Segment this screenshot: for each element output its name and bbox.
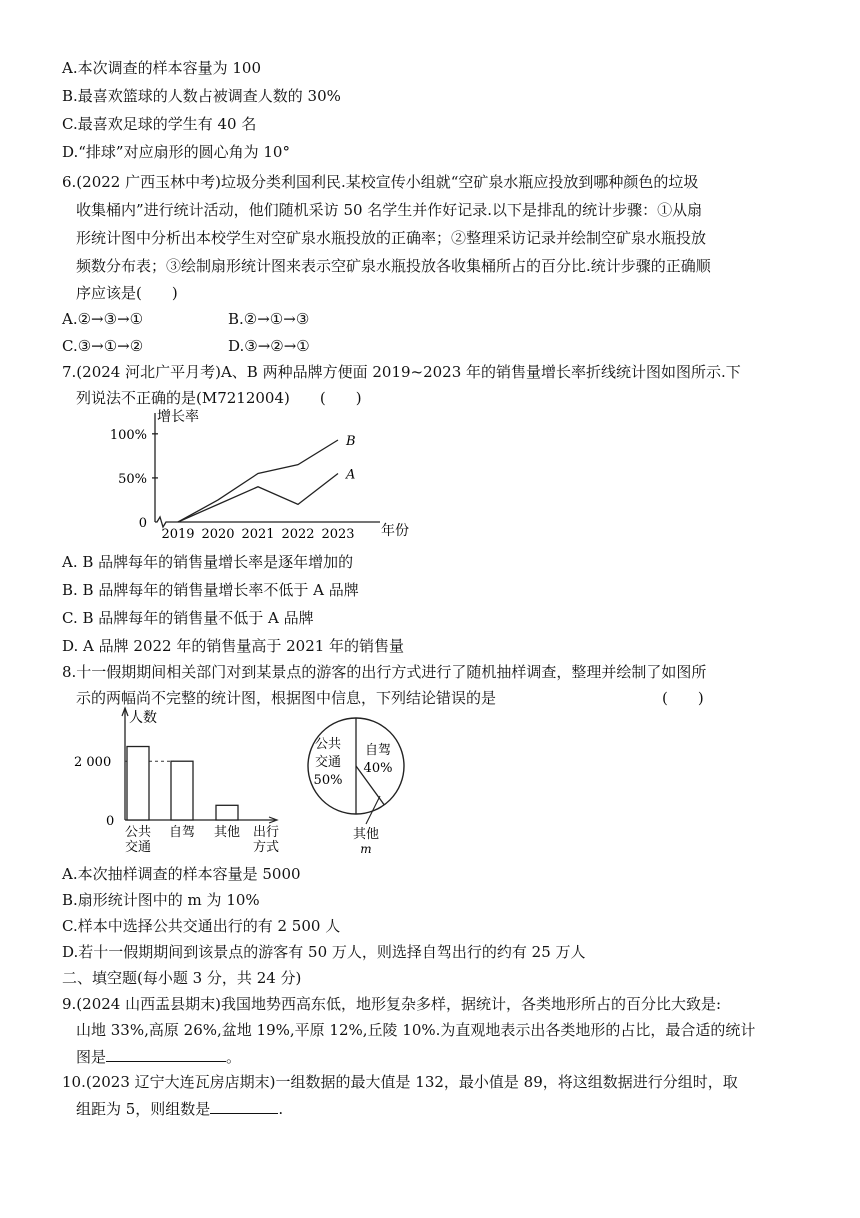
x-axis — [155, 517, 380, 527]
x-tick-label: 交通 — [124, 840, 152, 855]
growth-rate-line-chart — [95, 405, 409, 550]
pie-value: 50% — [313, 773, 343, 788]
x-axis-title: 年份 — [381, 523, 409, 539]
q9-answer-blank[interactable] — [106, 1046, 226, 1062]
q8-line-1: 8.十一假期期间相关部门对到某景点的游客的出行方式进行了随机抽样调查，整理并绘制了如图所 — [62, 663, 707, 681]
x-axis-title: 方式 — [252, 840, 280, 855]
bar-0 — [127, 747, 149, 820]
q6-option-b: B.②→①→③ — [228, 310, 310, 328]
q5-option-d: D.“排球”对应扇形的圆心角为 10° — [62, 143, 290, 161]
y-tick-label: 0 — [138, 516, 147, 531]
q8-option-b: B.扇形统计图中的 m 为 10% — [62, 891, 260, 909]
y-tick-label: 2 000 — [74, 755, 112, 771]
q7-line-2: 列说法不正确的是(M7212004) ( ) — [76, 389, 362, 407]
q8-option-d: D.若十一假期期间到该景点的游客有 50 万人，则选择自驾出行的约有 25 万人 — [62, 943, 586, 961]
q10-line-1: 10.(2023 辽宁大连瓦房店期末)一组数据的最大值是 132，最小值是 89，将这组数据进行分组时，取 — [62, 1073, 738, 1091]
series-line-b — [178, 440, 338, 522]
q7-option-d: D. A 品牌 2022 年的销售量高于 2021 年的销售量 — [62, 637, 405, 655]
line-chart-series — [178, 440, 338, 522]
x-tick-label: 其他 — [213, 825, 241, 840]
q9-line-1: 9.(2024 山西盂县期末)我国地势西高东低，地形复杂多样，据统计，各类地形所占的百分比大致是: — [62, 995, 722, 1013]
q10-line-2 — [76, 1098, 283, 1119]
pie-label: 自驾 — [364, 743, 392, 758]
q6-line-3: 形统计图中分析出本校学生对空矿泉水瓶投放的正确率；②整理采访记录并绘制空矿泉水瓶投放 — [76, 229, 707, 247]
bar-1 — [171, 761, 193, 820]
section-2-heading: 二、填空题(每小题 3 分，共 24 分) — [62, 969, 302, 987]
pie-label: 交通 — [314, 755, 342, 770]
q9-line-3 — [76, 1046, 241, 1067]
q8-option-a: A.本次抽样调查的样本容量是 5000 — [62, 865, 301, 883]
q8-option-c: C.样本中选择公共交通出行的有 2 500 人 — [62, 917, 341, 935]
q10-line-2-text: 组距为 5，则组数是 — [76, 1100, 211, 1118]
q6-line-5: 序应该是( ) — [76, 284, 178, 302]
x-tick-label: 2023 — [321, 527, 355, 542]
q6-line-4: 频数分布表；③绘制扇形统计图来表示空矿泉水瓶投放各收集桶所占的百分比.统计步骤的正确顺 — [76, 257, 711, 275]
bar-2 — [216, 805, 238, 820]
x-tick-label: 2022 — [281, 527, 315, 542]
q9-line-3-text: 图是 — [76, 1048, 107, 1066]
y-tick-label: 0 — [106, 814, 115, 829]
q8-answer-paren: ( ) — [662, 689, 704, 707]
y-tick-label: 50% — [118, 471, 147, 487]
travel-mode-bar-chart — [70, 705, 300, 855]
pie-value: 40% — [363, 761, 393, 776]
q10-answer-blank[interactable] — [210, 1098, 278, 1114]
x-tick-label: 2021 — [241, 527, 275, 542]
q5-option-b: B.最喜欢篮球的人数占被调查人数的 30% — [62, 87, 341, 105]
q9-line-3-end: 。 — [226, 1048, 242, 1066]
q7-option-c: C. B 品牌每年的销售量不低于 A 品牌 — [62, 609, 314, 627]
q7-line-1: 7.(2024 河北广平月考)A、B 两种品牌方便面 2019~2023 年的销售量增长率折线统计图如图所示.下 — [62, 363, 741, 381]
q9-line-2: 山地 33%,高原 26%,盆地 19%,平原 12%,丘陵 10%.为直观地表示出各类地形的占比，最合适的统计 — [76, 1021, 756, 1039]
q6-option-d: D.③→②→① — [228, 337, 310, 355]
q7-option-b: B. B 品牌每年的销售量增长率不低于 A 品牌 — [62, 581, 359, 599]
q6-line-2: 收集桶内”进行统计活动，他们随机采访 50 名学生并作好记录.以下是排乱的统计步骤：①从扇 — [76, 201, 703, 219]
q6-option-c: C.③→①→② — [62, 337, 144, 355]
y-axis-title: 增长率 — [157, 409, 199, 425]
bar-chart-bars — [127, 747, 238, 820]
q5-option-c: C.最喜欢足球的学生有 40 名 — [62, 115, 257, 133]
q6-line-1: 6.(2022 广西玉林中考)垃圾分类利国利民.某校宣传小组就“空矿泉水瓶应投放到哪种颜色的垃圾 — [62, 173, 699, 191]
pie-label: 其他 — [352, 827, 380, 842]
q8-line-2: 示的两幅尚不完整的统计图，根据图中信息，下列结论错误的是 — [76, 689, 497, 707]
q7-option-a: A. B 品牌每年的销售量增长率是逐年增加的 — [62, 553, 354, 571]
q10-line-2-end: . — [278, 1100, 284, 1118]
y-tick-label: 100% — [109, 427, 147, 443]
x-tick-label: 公共 — [124, 825, 152, 840]
q6-option-a: A.②→③→① — [62, 310, 144, 328]
series-line-a — [178, 474, 338, 523]
pie-label: 公共 — [314, 737, 342, 752]
travel-mode-pie-chart — [300, 710, 430, 860]
x-tick-label: 自驾 — [168, 825, 196, 840]
q5-option-a: A.本次调查的样本容量为 100 — [62, 59, 262, 77]
x-axis-title: 出行 — [252, 825, 280, 840]
x-tick-label: 2019 — [161, 527, 195, 542]
series-label-a: A — [346, 467, 356, 483]
x-tick-label: 2020 — [201, 527, 235, 542]
y-axis-title: 人数 — [129, 710, 157, 726]
series-label-b: B — [346, 433, 356, 449]
pie-value: m — [360, 842, 372, 856]
